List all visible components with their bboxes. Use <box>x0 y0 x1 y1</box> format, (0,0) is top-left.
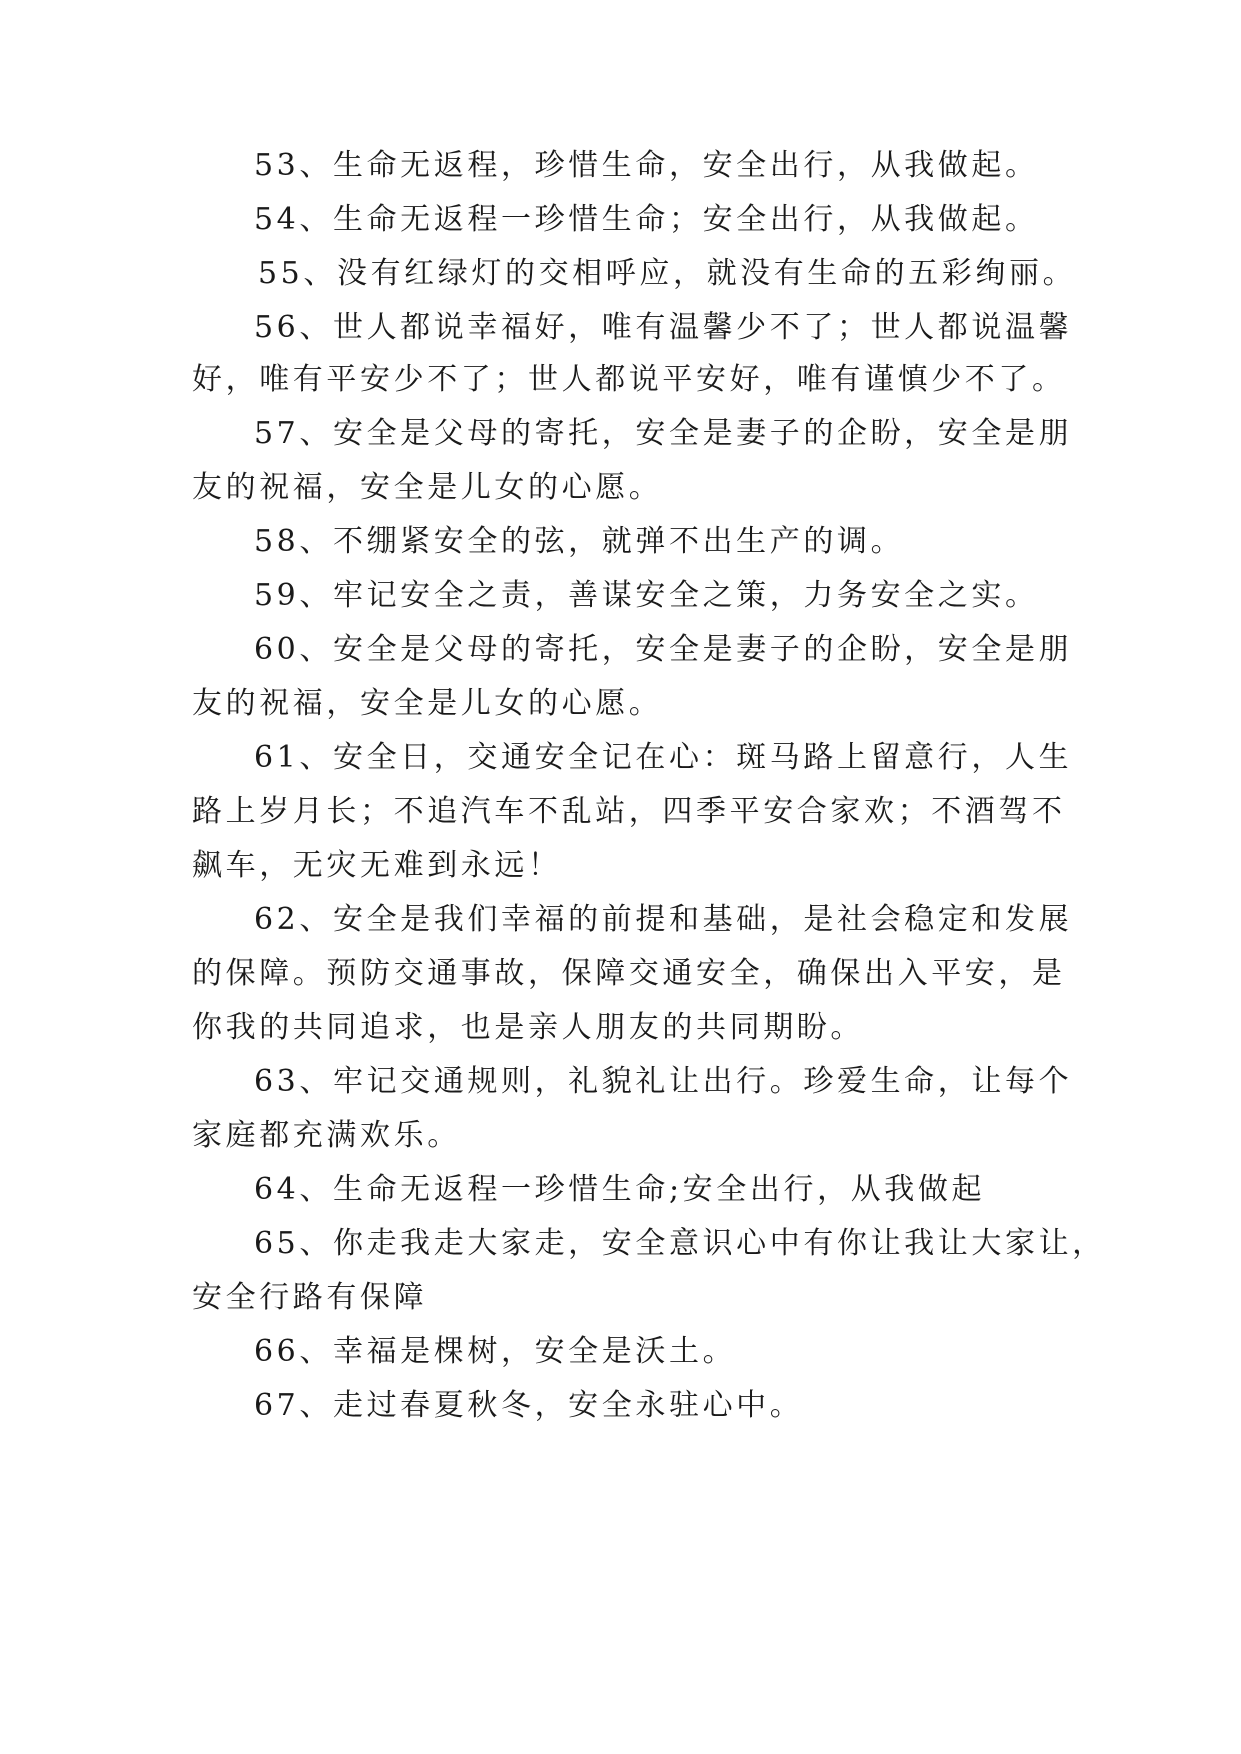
text-line-57-a: 57、安全是父母的寄托，安全是妻子的企盼，安全是朋 <box>254 416 1073 451</box>
text-line-60-b: 友的祝福，安全是儿女的心愿。 <box>192 686 663 721</box>
text-line-55: 55、没有红绿灯的交相呼应，就没有生命的五彩绚丽。 <box>258 256 1077 291</box>
text-line-60-a: 60、安全是父母的寄托，安全是妻子的企盼，安全是朋 <box>254 632 1073 667</box>
text-line-56-b: 好，唯有平安少不了；世人都说平安好，唯有谨慎少不了。 <box>192 362 1066 397</box>
text-line-61-a: 61、安全日，交通安全记在心：斑马路上留意行，人生 <box>254 740 1073 775</box>
text-line-67: 67、走过春夏秋冬，安全永驻心中。 <box>254 1388 804 1423</box>
text-line-53: 53、生命无返程，珍惜生命，安全出行，从我做起。 <box>254 148 1039 183</box>
text-line-62-b: 的保障。预防交通事故，保障交通安全，确保出入平安，是 <box>192 956 1066 991</box>
text-line-64: 64、生命无返程一珍惜生命;安全出行，从我做起 <box>254 1172 986 1207</box>
text-line-54: 54、生命无返程一珍惜生命；安全出行，从我做起。 <box>254 202 1039 237</box>
text-line-62-c: 你我的共同追求，也是亲人朋友的共同期盼。 <box>192 1010 864 1045</box>
text-line-63-a: 63、牢记交通规则，礼貌礼让出行。珍爱生命，让每个 <box>254 1064 1073 1099</box>
text-line-57-b: 友的祝福，安全是儿女的心愿。 <box>192 470 663 505</box>
text-line-66: 66、幸福是棵树，安全是沃土。 <box>254 1334 737 1369</box>
text-line-63-b: 家庭都充满欢乐。 <box>192 1118 461 1153</box>
text-line-65-b: 安全行路有保障 <box>192 1280 428 1315</box>
text-line-62-a: 62、安全是我们幸福的前提和基础，是社会稳定和发展 <box>254 902 1073 937</box>
text-line-56-a: 56、世人都说幸福好，唯有温馨少不了；世人都说温馨 <box>254 310 1073 345</box>
text-line-58: 58、不绷紧安全的弦，就弹不出生产的调。 <box>254 524 905 559</box>
text-line-59: 59、牢记安全之责，善谋安全之策，力务安全之实。 <box>254 578 1039 613</box>
text-line-61-c: 飙车，无灾无难到永远！ <box>192 848 562 883</box>
text-line-61-b: 路上岁月长；不追汽车不乱站，四季平安合家欢；不酒驾不 <box>192 794 1066 829</box>
text-line-65-a: 65、你走我走大家走，安全意识心中有你让我让大家让， <box>254 1226 1106 1261</box>
